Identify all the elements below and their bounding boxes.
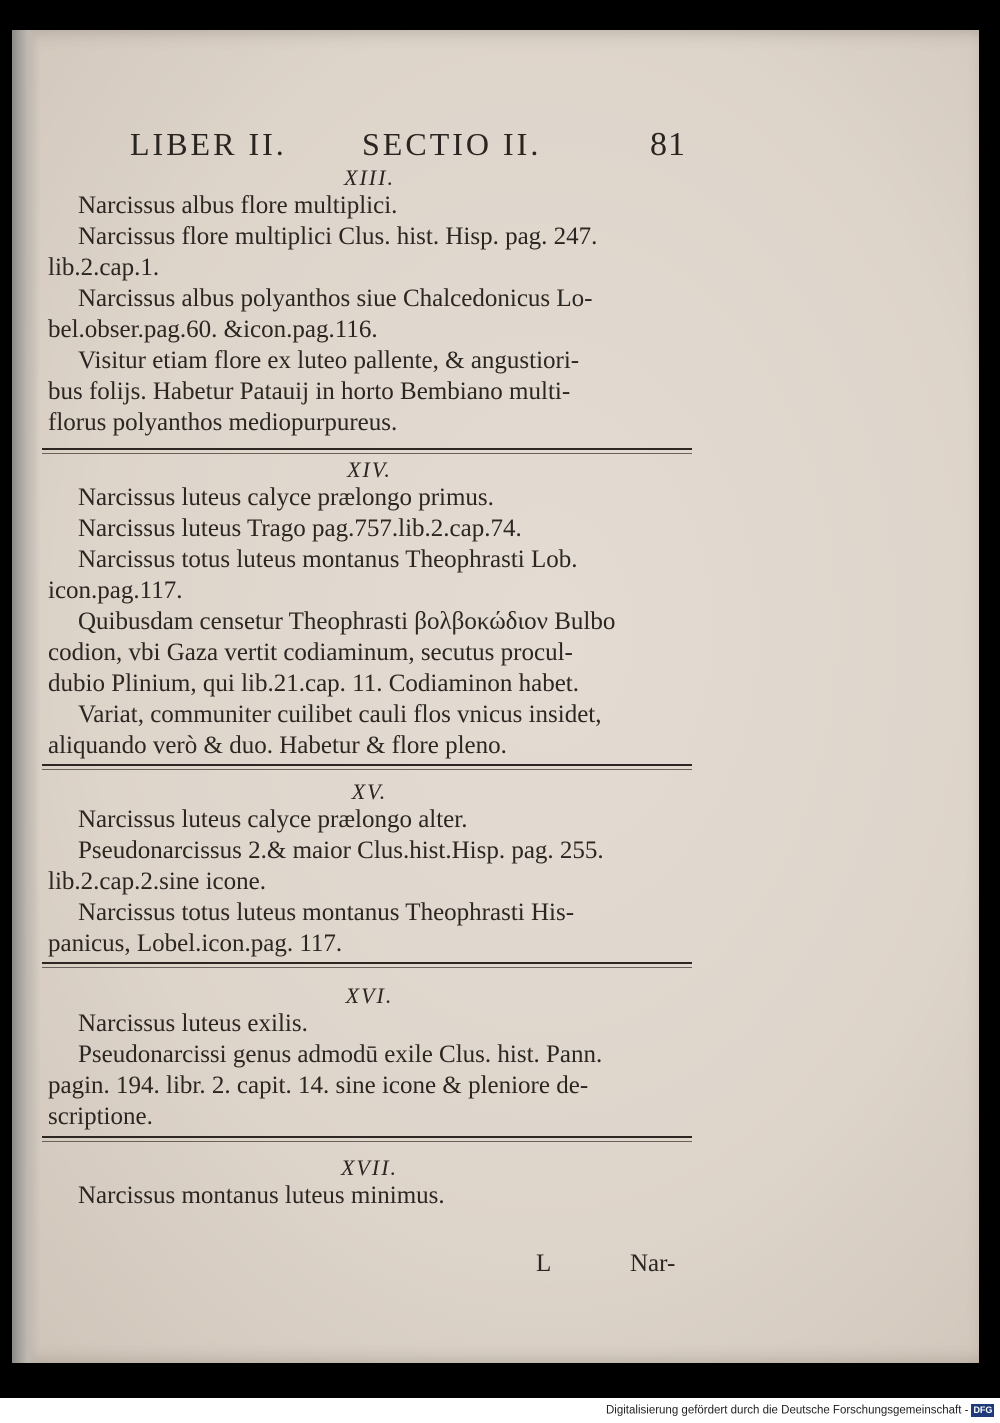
signature-mark: L: [536, 1250, 552, 1277]
entry-xvii: [42, 1156, 697, 1211]
entry-xvi: [42, 984, 697, 1132]
text-line: icon.pag.117.: [48, 577, 183, 604]
text-line: Narcissus luteus exilis.: [78, 1010, 308, 1037]
text-line: Narcissus albus flore multiplici.: [78, 192, 398, 219]
text-line: panicus, Lobel.icon.pag. 117.: [48, 930, 343, 957]
section-rule: [42, 962, 692, 968]
header-liber: LIBER II.: [130, 126, 287, 162]
text-line: Narcissus montanus luteus minimus.: [78, 1182, 445, 1209]
catchword: Nar-: [630, 1250, 676, 1277]
entry-number: XVI.: [345, 983, 394, 1008]
book-page: [12, 30, 979, 1363]
entry-number: XIII.: [344, 165, 395, 190]
text-line: Pseudonarcissi genus admodū exile Clus. hist. Pann.: [78, 1041, 603, 1068]
credit-text: Digitalisierung gefördert durch die Deutsche Forschungsgemeinschaft -: [606, 1404, 969, 1417]
page-footer: [42, 1250, 697, 1282]
text-line: Narcissus luteus calyce prælongo primus.: [78, 484, 494, 511]
text-line: scriptione.: [48, 1103, 153, 1130]
text-line: codion, vbi Gaza vertit codiaminum, secutus procul-: [48, 639, 573, 666]
page-number: 81: [650, 126, 686, 163]
text-line: pagin. 194. libr. 2. capit. 14. sine icone & pleniore de-: [48, 1072, 589, 1099]
text-line: Variat, communiter cuilibet cauli flos vnicus insidet,: [78, 701, 602, 728]
section-rule: [42, 448, 692, 454]
text-line: bus folijs. Habetur Patauij in horto Bembiano multi-: [48, 378, 571, 405]
section-rule: [42, 1136, 692, 1142]
entry-xiv: [42, 458, 697, 761]
text-line: Visitur etiam flore ex luteo pallente, & angustiori-: [78, 347, 580, 374]
text-line: aliquando verò & duo. Habetur & flore pleno.: [48, 732, 507, 759]
section-rule: [42, 764, 692, 770]
header-sectio: SECTIO II.: [362, 126, 542, 162]
page-gutter: [12, 30, 40, 1363]
entry-number: XIV.: [347, 457, 392, 482]
running-header: [130, 126, 690, 166]
text-line: Quibusdam censetur Theophrasti βολβοκώδιον Bulbo: [78, 608, 616, 635]
entry-xiii: [42, 166, 697, 438]
text-line: florus polyanthos mediopurpureus.: [48, 409, 398, 436]
text-line: lib.2.cap.2.sine icone.: [48, 868, 266, 895]
text-line: dubio Plinium, qui lib.21.cap. 11. Codiaminon habet.: [48, 670, 579, 697]
dfg-logo: DFG: [973, 1405, 993, 1415]
text-line: Pseudonarcissus 2.& maior Clus.hist.Hisp. pag. 255.: [78, 837, 604, 864]
text-line: bel.obser.pag.60. &icon.pag.116.: [48, 316, 378, 343]
text-line: Narcissus luteus calyce prælongo alter.: [78, 806, 468, 833]
text-line: Narcissus flore multiplici Clus. hist. Hisp. pag. 247.: [78, 223, 598, 250]
text-line: lib.2.cap.1.: [48, 254, 160, 281]
text-line: Narcissus albus polyanthos siue Chalcedonicus Lo-: [78, 285, 593, 312]
entry-number: XV.: [351, 779, 388, 804]
digitization-credit: [606, 1404, 998, 1420]
text-line: Narcissus totus luteus montanus Theophrasti Lob.: [78, 546, 578, 573]
text-line: Narcissus totus luteus montanus Theophrasti His-: [78, 899, 575, 926]
entry-number: XVII.: [340, 1155, 399, 1180]
text-line: Narcissus luteus Trago pag.757.lib.2.cap.74.: [78, 515, 522, 542]
entry-xv: [42, 780, 697, 959]
